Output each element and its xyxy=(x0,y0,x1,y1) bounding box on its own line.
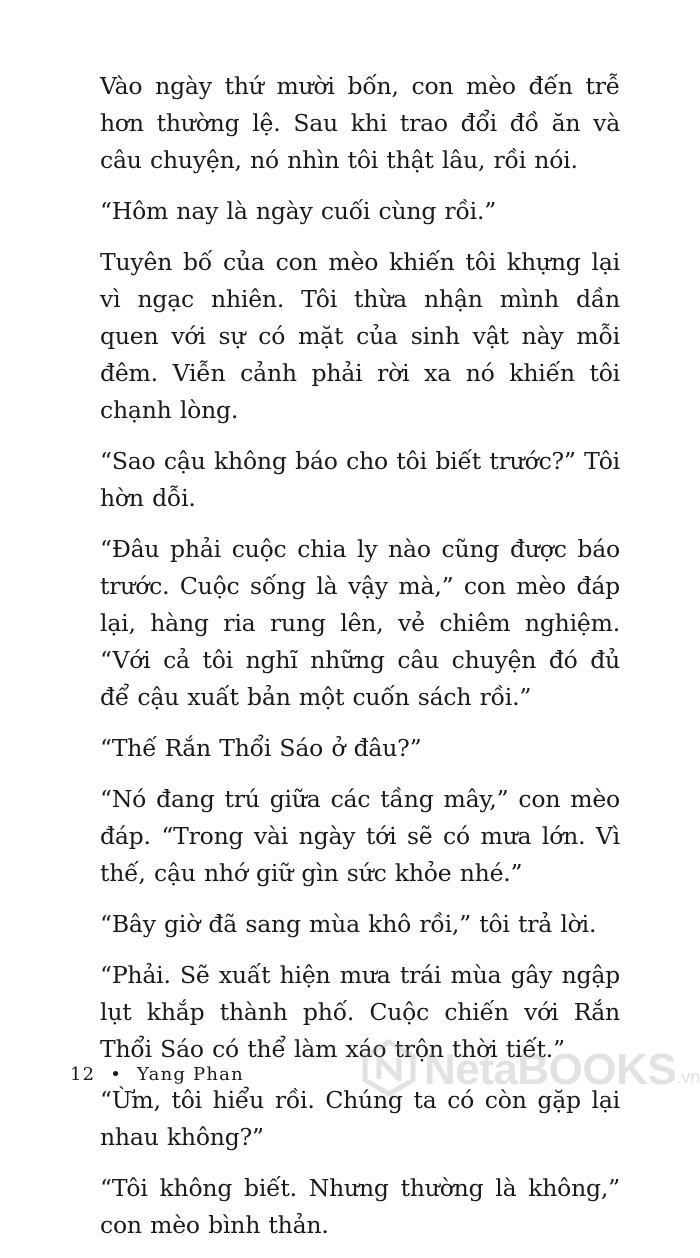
paragraph: “Nó đang trú giữa các tầng mây,” con mèo đáp. “Trong vài ngày tới sẽ có mưa lớn. Vì thế, cậu nhớ giữ gìn sức khỏe nhé.” xyxy=(100,785,620,887)
paragraph: “Ừm, tôi hiểu rồi. Chúng ta có còn gặp lại nhau không?” xyxy=(100,1086,620,1151)
paragraph: “Tôi không biết. Nhưng thường là không,” con mèo bình thản. xyxy=(100,1174,620,1239)
page-number: 12 xyxy=(70,1064,96,1085)
paragraph: Vào ngày thứ mười bốn, con mèo đến trễ hơn thường lệ. Sau khi trao đổi đồ ăn và câu chuyện, nó nhìn tôi thật lâu, rồi nói. xyxy=(100,72,620,174)
paragraph: “Sao cậu không báo cho tôi biết trước?” Tôi hờn dỗi. xyxy=(100,447,620,512)
page-footer xyxy=(70,1064,244,1085)
netabooks-logo-icon xyxy=(360,1039,418,1101)
watermark xyxy=(360,1040,700,1100)
paragraph: “Hôm nay là ngày cuối cùng rồi.” xyxy=(100,197,497,225)
paragraph: Tuyên bố của con mèo khiến tôi khựng lại vì ngạc nhiên. Tôi thừa nhận mình dần quen với sự có mặt của sinh vật này mỗi đêm. Viễn cảnh phải rời xa nó khiến tôi chạnh lòng. xyxy=(100,248,620,424)
paragraph: “Bây giờ đã sang mùa khô rồi,” tôi trả lời. xyxy=(100,910,597,938)
paragraph: “Đâu phải cuộc chia ly nào cũng được báo trước. Cuộc sống là vậy mà,” con mèo đáp lại, hàng ria rung lên, vẻ chiêm nghiệm. “Với cả tôi nghĩ những câu chuyện đó đủ để cậu xuất bản một cuốn sách rồi.” xyxy=(100,535,620,711)
watermark-text: NetaBOOKS xyxy=(424,1045,677,1094)
footer-separator: • xyxy=(110,1064,123,1085)
watermark-suffix: .vn xyxy=(676,1067,700,1087)
author-name: Yang Phan xyxy=(136,1064,244,1085)
paragraph: “Phải. Sẽ xuất hiện mưa trái mùa gây ngập lụt khắp thành phố. Cuộc chiến với Rắn Thổi Sáo có thể làm xáo trộn thời tiết.” xyxy=(100,961,620,1063)
paragraph: “Thế Rắn Thổi Sáo ở đâu?” xyxy=(100,734,422,762)
